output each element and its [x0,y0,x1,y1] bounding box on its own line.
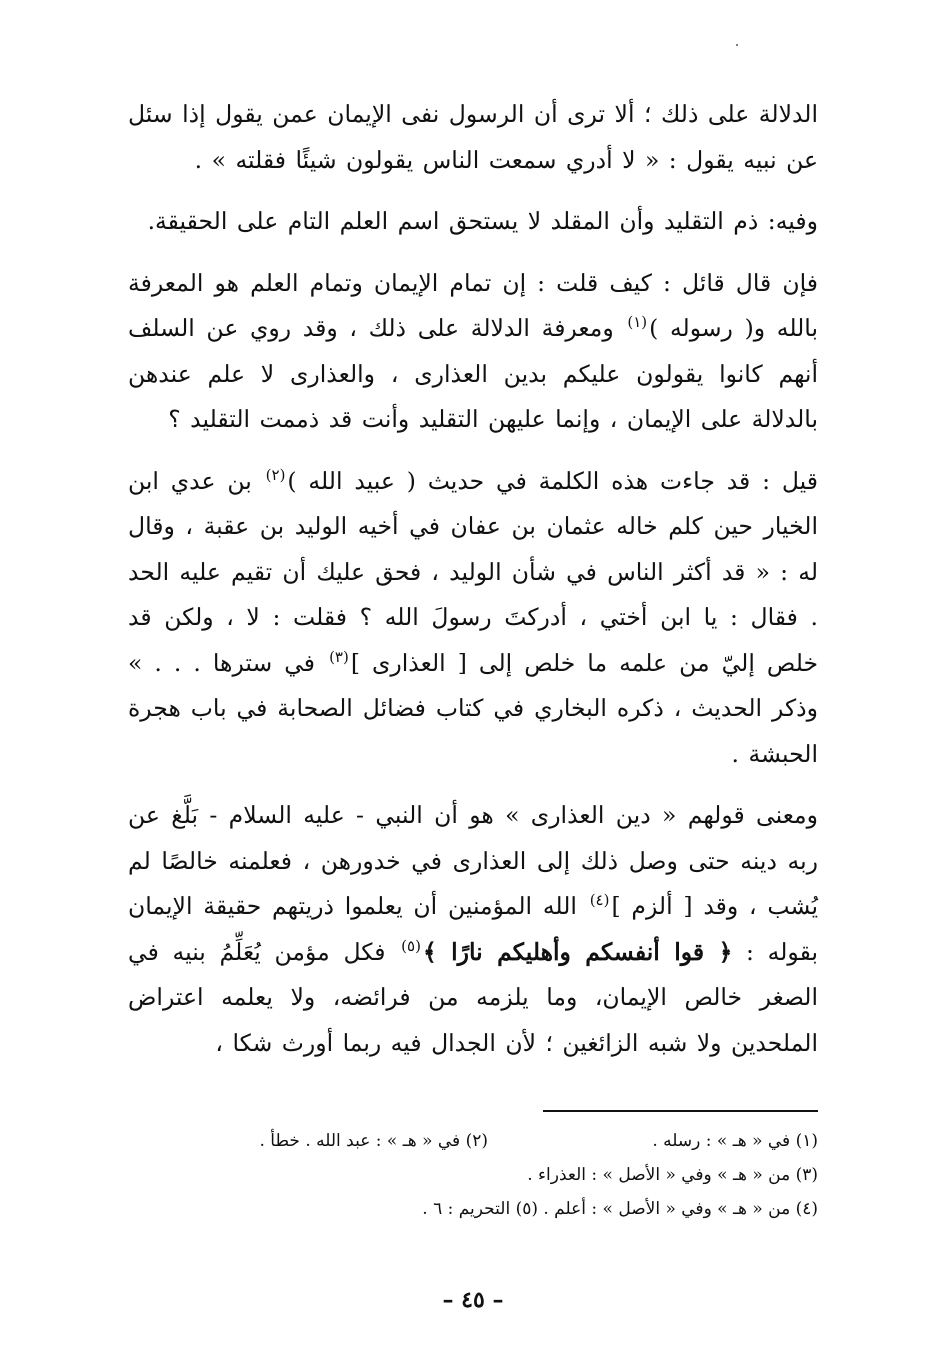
footnote-separator [543,1110,818,1112]
footnote-row [128,1124,818,1158]
footnote: (١) في « هـ » : رسله . [652,1131,818,1151]
paragraph-text: الله المؤمنين أن يعلموا ذريتهم حقيقة الإيمان بقوله : [128,892,818,966]
paragraph-text: في سترها . . . » وذكر الحديث ، ذكره البخاري في كتاب فضائل الصحابة في باب هجرة الحبشة . [128,648,818,768]
paragraph-text: قيل : قد جاءت هذه الكلمة في حديث ( عبيد الله ) [287,466,818,495]
footnote: (٣) من « هـ » وفي « الأصل » : العذراء . [527,1165,818,1185]
paragraph [128,261,818,443]
footnotes [128,1124,818,1226]
paragraph [128,199,818,245]
paragraph [128,459,818,778]
paragraph-text: ومعرفة الدلالة على ذلك ، وقد روي عن السلف أنهم كانوا يقولون عليكم بدين العذارى ، والعذارى لا علم عندهن بالدلالة على الإيمان ، وإنما عليهن التقليد وأنت قد ذممت التقليد ؟ [128,314,818,433]
footnote: (٤) من « هـ » وفي « الأصل » : أعلم . [543,1199,818,1219]
footnote-reference: (٤) [589,891,610,910]
body-text [128,92,818,1066]
footnote-reference: (٣) [329,647,349,666]
paragraph-text: وفيه: ذم التقليد وأن المقلد لا يستحق اسم العلم التام على الحقيقة. [147,207,818,235]
paragraph-text: بن عدي ابن الخيار حين كلم خاله عثمان بن عفان في أخيه الوليد بن عقبة ، وقال له : « قد أكثر الناس في شأن الوليد ، فحق عليك أن تقيم عليه الحد . فقال : يا ابن أختي ، أدركتَ رسولَ الله ؟ فقلت : لا ، ولكن قد خلص إليّ من علمه ما خلص إلى [ العذارى ] [128,466,818,677]
page-number: – ٤٥ – [442,1287,504,1313]
quran-quote: ﴿ قوا أنفسكم وأهليكم نارًا ﴾ [422,937,733,966]
paragraph-text: فكل مؤمن يُعَلِّمُ بنيه في الصغر خالص الإيمان، وما يلزمه من فرائضه، ولا يعلمه اعتراض الملحدين ولا شبه الزائغين ؛ لأن الجدال فيه ربما أورث شكا ، [128,937,818,1057]
scan-speck [736,44,738,46]
paragraph-text: ومعنى قولهم « دين العذارى » هو أن النبي - عليه السلام - بَلَّغ عن ربه دينه حتى وصل ذلك إلى العذارى في خدورهن ، فعلمنه خالصًا لم يُشب ، وقد [ ألزم ] [128,801,818,920]
footnote-reference: (٥) [401,936,421,955]
footnote-reference: (١) [627,313,648,332]
footnote-row [128,1192,818,1226]
footnote: (٥) التحريم : ٦ . [422,1199,538,1219]
paragraph [128,92,818,183]
paragraph-text: فإن قال قائل : كيف قلت : إن تمام الإيمان وتمام العلم هو المعرفة بالله و( رسوله ) [128,268,818,342]
paragraph-text: الدلالة على ذلك ؛ ألا ترى أن الرسول نفى الإيمان عمن يقول إذا سئل عن نبيه يقول : « لا أدري سمعت الناس يقولون شيئًا فقلته » . [128,100,818,174]
footnote-row [128,1158,818,1192]
footnote: (٢) في « هـ » : عبد الله . خطأ . [259,1131,488,1151]
book-page [128,92,818,1352]
paragraph [128,793,818,1066]
footnote-reference: (٢) [265,465,286,484]
